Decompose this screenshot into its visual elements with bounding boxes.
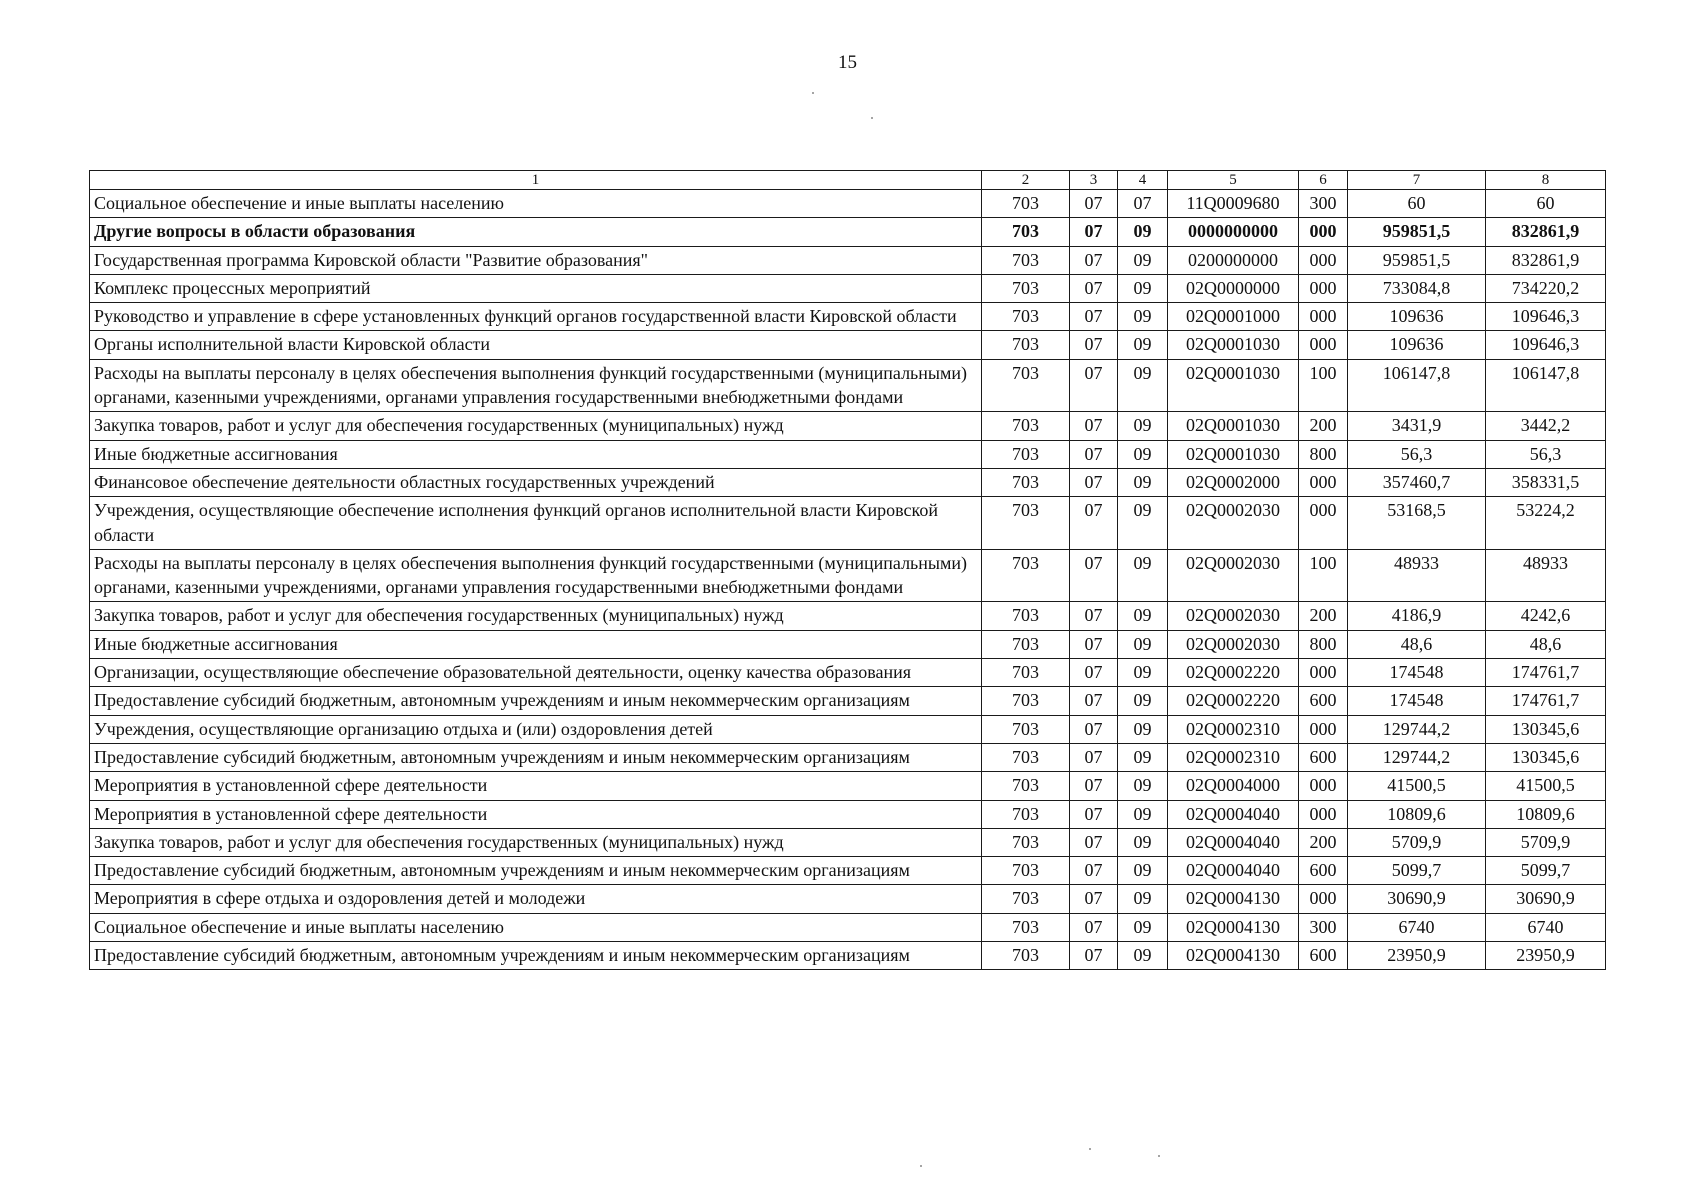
amount-col7-cell: 109636 [1348, 303, 1486, 331]
target-article-cell: 02Q0004130 [1168, 942, 1299, 970]
amount-col7-cell: 174548 [1348, 659, 1486, 687]
expense-type-cell: 600 [1299, 687, 1348, 715]
amount-col7-cell: 53168,5 [1348, 497, 1486, 550]
row-name-cell: Учреждения, осуществляющие обеспечение исполнения функций органов исполнительной власти Кировской области [90, 497, 982, 550]
code-cell: 703 [982, 190, 1070, 218]
amount-col7-cell: 6740 [1348, 913, 1486, 941]
table-row [90, 246, 1606, 274]
section-cell: 07 [1070, 190, 1118, 218]
code-cell: 703 [982, 743, 1070, 771]
subsection-cell: 09 [1118, 497, 1168, 550]
table-row [90, 687, 1606, 715]
target-article-cell: 02Q0002030 [1168, 602, 1299, 630]
table-row [90, 274, 1606, 302]
scan-speck [1158, 1155, 1160, 1157]
subsection-cell: 09 [1118, 218, 1168, 246]
code-cell: 703 [982, 715, 1070, 743]
expense-type-cell: 000 [1299, 246, 1348, 274]
amount-col7-cell: 129744,2 [1348, 715, 1486, 743]
code-cell: 703 [982, 942, 1070, 970]
subsection-cell: 09 [1118, 828, 1168, 856]
amount-col7-cell: 41500,5 [1348, 772, 1486, 800]
budget-table [89, 170, 1606, 970]
amount-col7-cell: 106147,8 [1348, 359, 1486, 412]
row-name-cell: Социальное обеспечение и иные выплаты населению [90, 190, 982, 218]
target-article-cell: 02Q0004040 [1168, 800, 1299, 828]
section-cell: 07 [1070, 440, 1118, 468]
scan-speck [812, 92, 814, 94]
target-article-cell: 02Q0002220 [1168, 687, 1299, 715]
amount-col7-cell: 959851,5 [1348, 218, 1486, 246]
subsection-cell: 09 [1118, 743, 1168, 771]
target-article-cell: 02Q0004040 [1168, 857, 1299, 885]
amount-col8-cell: 48933 [1486, 549, 1606, 602]
subsection-cell: 09 [1118, 359, 1168, 412]
table-row [90, 468, 1606, 496]
amount-col7-cell: 357460,7 [1348, 468, 1486, 496]
expense-type-cell: 000 [1299, 659, 1348, 687]
row-name-cell: Социальное обеспечение и иные выплаты населению [90, 913, 982, 941]
section-cell: 07 [1070, 331, 1118, 359]
column-header: 7 [1348, 171, 1486, 190]
page-number: 15 [838, 52, 857, 73]
table-row [90, 412, 1606, 440]
expense-type-cell: 000 [1299, 274, 1348, 302]
section-cell: 07 [1070, 857, 1118, 885]
target-article-cell: 02Q0001030 [1168, 412, 1299, 440]
subsection-cell: 09 [1118, 246, 1168, 274]
target-article-cell: 02Q0002310 [1168, 715, 1299, 743]
row-name-cell: Государственная программа Кировской области "Развитие образования" [90, 246, 982, 274]
target-article-cell: 02Q0002030 [1168, 497, 1299, 550]
section-cell: 07 [1070, 412, 1118, 440]
expense-type-cell: 000 [1299, 497, 1348, 550]
table-row [90, 440, 1606, 468]
amount-col8-cell: 832861,9 [1486, 218, 1606, 246]
code-cell: 703 [982, 331, 1070, 359]
amount-col7-cell: 959851,5 [1348, 246, 1486, 274]
row-name-cell: Комплекс процессных мероприятий [90, 274, 982, 302]
section-cell: 07 [1070, 274, 1118, 302]
expense-type-cell: 200 [1299, 828, 1348, 856]
amount-col8-cell: 130345,6 [1486, 715, 1606, 743]
expense-type-cell: 300 [1299, 913, 1348, 941]
section-cell: 07 [1070, 800, 1118, 828]
table-row [90, 942, 1606, 970]
row-name-cell: Иные бюджетные ассигнования [90, 440, 982, 468]
table-row [90, 885, 1606, 913]
amount-col8-cell: 832861,9 [1486, 246, 1606, 274]
code-cell: 703 [982, 497, 1070, 550]
table-row [90, 857, 1606, 885]
expense-type-cell: 100 [1299, 549, 1348, 602]
expense-type-cell: 200 [1299, 602, 1348, 630]
code-cell: 703 [982, 602, 1070, 630]
code-cell: 703 [982, 218, 1070, 246]
section-cell: 07 [1070, 303, 1118, 331]
section-cell: 07 [1070, 828, 1118, 856]
target-article-cell: 02Q0001000 [1168, 303, 1299, 331]
section-cell: 07 [1070, 942, 1118, 970]
amount-col8-cell: 109646,3 [1486, 331, 1606, 359]
row-name-cell: Закупка товаров, работ и услуг для обеспечения государственных (муниципальных) нужд [90, 602, 982, 630]
subsection-cell: 09 [1118, 602, 1168, 630]
code-cell: 703 [982, 549, 1070, 602]
table-row [90, 549, 1606, 602]
amount-col7-cell: 30690,9 [1348, 885, 1486, 913]
expense-type-cell: 600 [1299, 942, 1348, 970]
column-header: 5 [1168, 171, 1299, 190]
code-cell: 703 [982, 857, 1070, 885]
column-header: 3 [1070, 171, 1118, 190]
table-row [90, 743, 1606, 771]
section-cell: 07 [1070, 630, 1118, 658]
amount-col7-cell: 48,6 [1348, 630, 1486, 658]
expense-type-cell: 100 [1299, 359, 1348, 412]
amount-col8-cell: 4242,6 [1486, 602, 1606, 630]
row-name-cell: Другие вопросы в области образования [90, 218, 982, 246]
amount-col7-cell: 23950,9 [1348, 942, 1486, 970]
amount-col7-cell: 5099,7 [1348, 857, 1486, 885]
section-cell: 07 [1070, 687, 1118, 715]
expense-type-cell: 000 [1299, 331, 1348, 359]
target-article-cell: 02Q0002310 [1168, 743, 1299, 771]
section-cell: 07 [1070, 743, 1118, 771]
section-cell: 07 [1070, 359, 1118, 412]
amount-col8-cell: 6740 [1486, 913, 1606, 941]
row-name-cell: Расходы на выплаты персоналу в целях обеспечения выполнения функций государственными (муниципальными) органами, казенными учреждениями, органами управления государственными внебюджетными фондами [90, 359, 982, 412]
target-article-cell: 0200000000 [1168, 246, 1299, 274]
row-name-cell: Мероприятия в сфере отдыха и оздоровления детей и молодежи [90, 885, 982, 913]
table-row [90, 497, 1606, 550]
expense-type-cell: 000 [1299, 468, 1348, 496]
expense-type-cell: 000 [1299, 800, 1348, 828]
expense-type-cell: 000 [1299, 885, 1348, 913]
table-row [90, 913, 1606, 941]
section-cell: 07 [1070, 885, 1118, 913]
target-article-cell: 02Q0004040 [1168, 828, 1299, 856]
expense-type-cell: 600 [1299, 857, 1348, 885]
row-name-cell: Расходы на выплаты персоналу в целях обеспечения выполнения функций государственными (муниципальными) органами, казенными учреждениями, органами управления государственными внебюджетными фондами [90, 549, 982, 602]
section-cell: 07 [1070, 497, 1118, 550]
amount-col8-cell: 358331,5 [1486, 468, 1606, 496]
code-cell: 703 [982, 913, 1070, 941]
amount-col8-cell: 56,3 [1486, 440, 1606, 468]
section-cell: 07 [1070, 218, 1118, 246]
subsection-cell: 07 [1118, 190, 1168, 218]
expense-type-cell: 300 [1299, 190, 1348, 218]
amount-col8-cell: 174761,7 [1486, 659, 1606, 687]
target-article-cell: 11Q0009680 [1168, 190, 1299, 218]
table-row [90, 659, 1606, 687]
amount-col7-cell: 60 [1348, 190, 1486, 218]
table-row [90, 218, 1606, 246]
row-name-cell: Предоставление субсидий бюджетным, автономным учреждениям и иным некоммерческим организациям [90, 687, 982, 715]
subsection-cell: 09 [1118, 274, 1168, 302]
amount-col8-cell: 3442,2 [1486, 412, 1606, 440]
table-row [90, 630, 1606, 658]
section-cell: 07 [1070, 246, 1118, 274]
table-header-row [90, 171, 1606, 190]
expense-type-cell: 800 [1299, 630, 1348, 658]
target-article-cell: 02Q0004000 [1168, 772, 1299, 800]
amount-col8-cell: 53224,2 [1486, 497, 1606, 550]
amount-col8-cell: 130345,6 [1486, 743, 1606, 771]
scan-speck [920, 1165, 922, 1167]
amount-col7-cell: 733084,8 [1348, 274, 1486, 302]
amount-col7-cell: 109636 [1348, 331, 1486, 359]
target-article-cell: 02Q0002030 [1168, 630, 1299, 658]
subsection-cell: 09 [1118, 630, 1168, 658]
row-name-cell: Мероприятия в установленной сфере деятельности [90, 772, 982, 800]
expense-type-cell: 200 [1299, 412, 1348, 440]
subsection-cell: 09 [1118, 468, 1168, 496]
subsection-cell: 09 [1118, 857, 1168, 885]
subsection-cell: 09 [1118, 303, 1168, 331]
subsection-cell: 09 [1118, 800, 1168, 828]
row-name-cell: Организации, осуществляющие обеспечение образовательной деятельности, оценку качества образования [90, 659, 982, 687]
code-cell: 703 [982, 303, 1070, 331]
amount-col8-cell: 10809,6 [1486, 800, 1606, 828]
table-row [90, 303, 1606, 331]
subsection-cell: 09 [1118, 687, 1168, 715]
amount-col8-cell: 30690,9 [1486, 885, 1606, 913]
section-cell: 07 [1070, 913, 1118, 941]
table-row [90, 772, 1606, 800]
expense-type-cell: 000 [1299, 715, 1348, 743]
amount-col8-cell: 5099,7 [1486, 857, 1606, 885]
section-cell: 07 [1070, 772, 1118, 800]
target-article-cell: 0000000000 [1168, 218, 1299, 246]
amount-col8-cell: 5709,9 [1486, 828, 1606, 856]
amount-col8-cell: 60 [1486, 190, 1606, 218]
code-cell: 703 [982, 468, 1070, 496]
target-article-cell: 02Q0002000 [1168, 468, 1299, 496]
subsection-cell: 09 [1118, 942, 1168, 970]
code-cell: 703 [982, 687, 1070, 715]
scan-speck [1089, 1148, 1091, 1150]
row-name-cell: Органы исполнительной власти Кировской области [90, 331, 982, 359]
row-name-cell: Предоставление субсидий бюджетным, автономным учреждениям и иным некоммерческим организациям [90, 743, 982, 771]
amount-col8-cell: 23950,9 [1486, 942, 1606, 970]
row-name-cell: Закупка товаров, работ и услуг для обеспечения государственных (муниципальных) нужд [90, 412, 982, 440]
amount-col7-cell: 5709,9 [1348, 828, 1486, 856]
amount-col8-cell: 41500,5 [1486, 772, 1606, 800]
code-cell: 703 [982, 412, 1070, 440]
code-cell: 703 [982, 885, 1070, 913]
code-cell: 703 [982, 800, 1070, 828]
subsection-cell: 09 [1118, 659, 1168, 687]
table-row [90, 190, 1606, 218]
subsection-cell: 09 [1118, 549, 1168, 602]
code-cell: 703 [982, 772, 1070, 800]
amount-col8-cell: 174761,7 [1486, 687, 1606, 715]
subsection-cell: 09 [1118, 913, 1168, 941]
row-name-cell: Предоставление субсидий бюджетным, автономным учреждениям и иным некоммерческим организациям [90, 857, 982, 885]
subsection-cell: 09 [1118, 772, 1168, 800]
column-header: 4 [1118, 171, 1168, 190]
row-name-cell: Финансовое обеспечение деятельности областных государственных учреждений [90, 468, 982, 496]
amount-col8-cell: 48,6 [1486, 630, 1606, 658]
subsection-cell: 09 [1118, 331, 1168, 359]
target-article-cell: 02Q0001030 [1168, 359, 1299, 412]
row-name-cell: Учреждения, осуществляющие организацию отдыха и (или) оздоровления детей [90, 715, 982, 743]
column-header: 6 [1299, 171, 1348, 190]
code-cell: 703 [982, 246, 1070, 274]
amount-col7-cell: 174548 [1348, 687, 1486, 715]
section-cell: 07 [1070, 602, 1118, 630]
target-article-cell: 02Q0001030 [1168, 331, 1299, 359]
code-cell: 703 [982, 630, 1070, 658]
row-name-cell: Иные бюджетные ассигнования [90, 630, 982, 658]
code-cell: 703 [982, 440, 1070, 468]
target-article-cell: 02Q0002030 [1168, 549, 1299, 602]
target-article-cell: 02Q0002220 [1168, 659, 1299, 687]
table-row [90, 828, 1606, 856]
code-cell: 703 [982, 659, 1070, 687]
subsection-cell: 09 [1118, 715, 1168, 743]
row-name-cell: Закупка товаров, работ и услуг для обеспечения государственных (муниципальных) нужд [90, 828, 982, 856]
target-article-cell: 02Q0000000 [1168, 274, 1299, 302]
amount-col7-cell: 129744,2 [1348, 743, 1486, 771]
table-row [90, 715, 1606, 743]
code-cell: 703 [982, 359, 1070, 412]
column-header: 8 [1486, 171, 1606, 190]
code-cell: 703 [982, 828, 1070, 856]
row-name-cell: Мероприятия в установленной сфере деятельности [90, 800, 982, 828]
amount-col7-cell: 4186,9 [1348, 602, 1486, 630]
target-article-cell: 02Q0004130 [1168, 885, 1299, 913]
expense-type-cell: 800 [1299, 440, 1348, 468]
subsection-cell: 09 [1118, 412, 1168, 440]
target-article-cell: 02Q0004130 [1168, 913, 1299, 941]
section-cell: 07 [1070, 549, 1118, 602]
row-name-cell: Предоставление субсидий бюджетным, автономным учреждениям и иным некоммерческим организациям [90, 942, 982, 970]
column-header: 1 [90, 171, 982, 190]
amount-col7-cell: 56,3 [1348, 440, 1486, 468]
table-row [90, 359, 1606, 412]
section-cell: 07 [1070, 468, 1118, 496]
subsection-cell: 09 [1118, 885, 1168, 913]
section-cell: 07 [1070, 715, 1118, 743]
expense-type-cell: 600 [1299, 743, 1348, 771]
subsection-cell: 09 [1118, 440, 1168, 468]
expense-type-cell: 000 [1299, 772, 1348, 800]
row-name-cell: Руководство и управление в сфере установленных функций органов государственной власти Кировской области [90, 303, 982, 331]
expense-type-cell: 000 [1299, 218, 1348, 246]
table-row [90, 602, 1606, 630]
column-header: 2 [982, 171, 1070, 190]
amount-col8-cell: 106147,8 [1486, 359, 1606, 412]
amount-col8-cell: 734220,2 [1486, 274, 1606, 302]
amount-col8-cell: 109646,3 [1486, 303, 1606, 331]
amount-col7-cell: 10809,6 [1348, 800, 1486, 828]
table-row [90, 331, 1606, 359]
code-cell: 703 [982, 274, 1070, 302]
table-row [90, 800, 1606, 828]
target-article-cell: 02Q0001030 [1168, 440, 1299, 468]
amount-col7-cell: 48933 [1348, 549, 1486, 602]
scan-speck [871, 117, 873, 119]
section-cell: 07 [1070, 659, 1118, 687]
expense-type-cell: 000 [1299, 303, 1348, 331]
amount-col7-cell: 3431,9 [1348, 412, 1486, 440]
